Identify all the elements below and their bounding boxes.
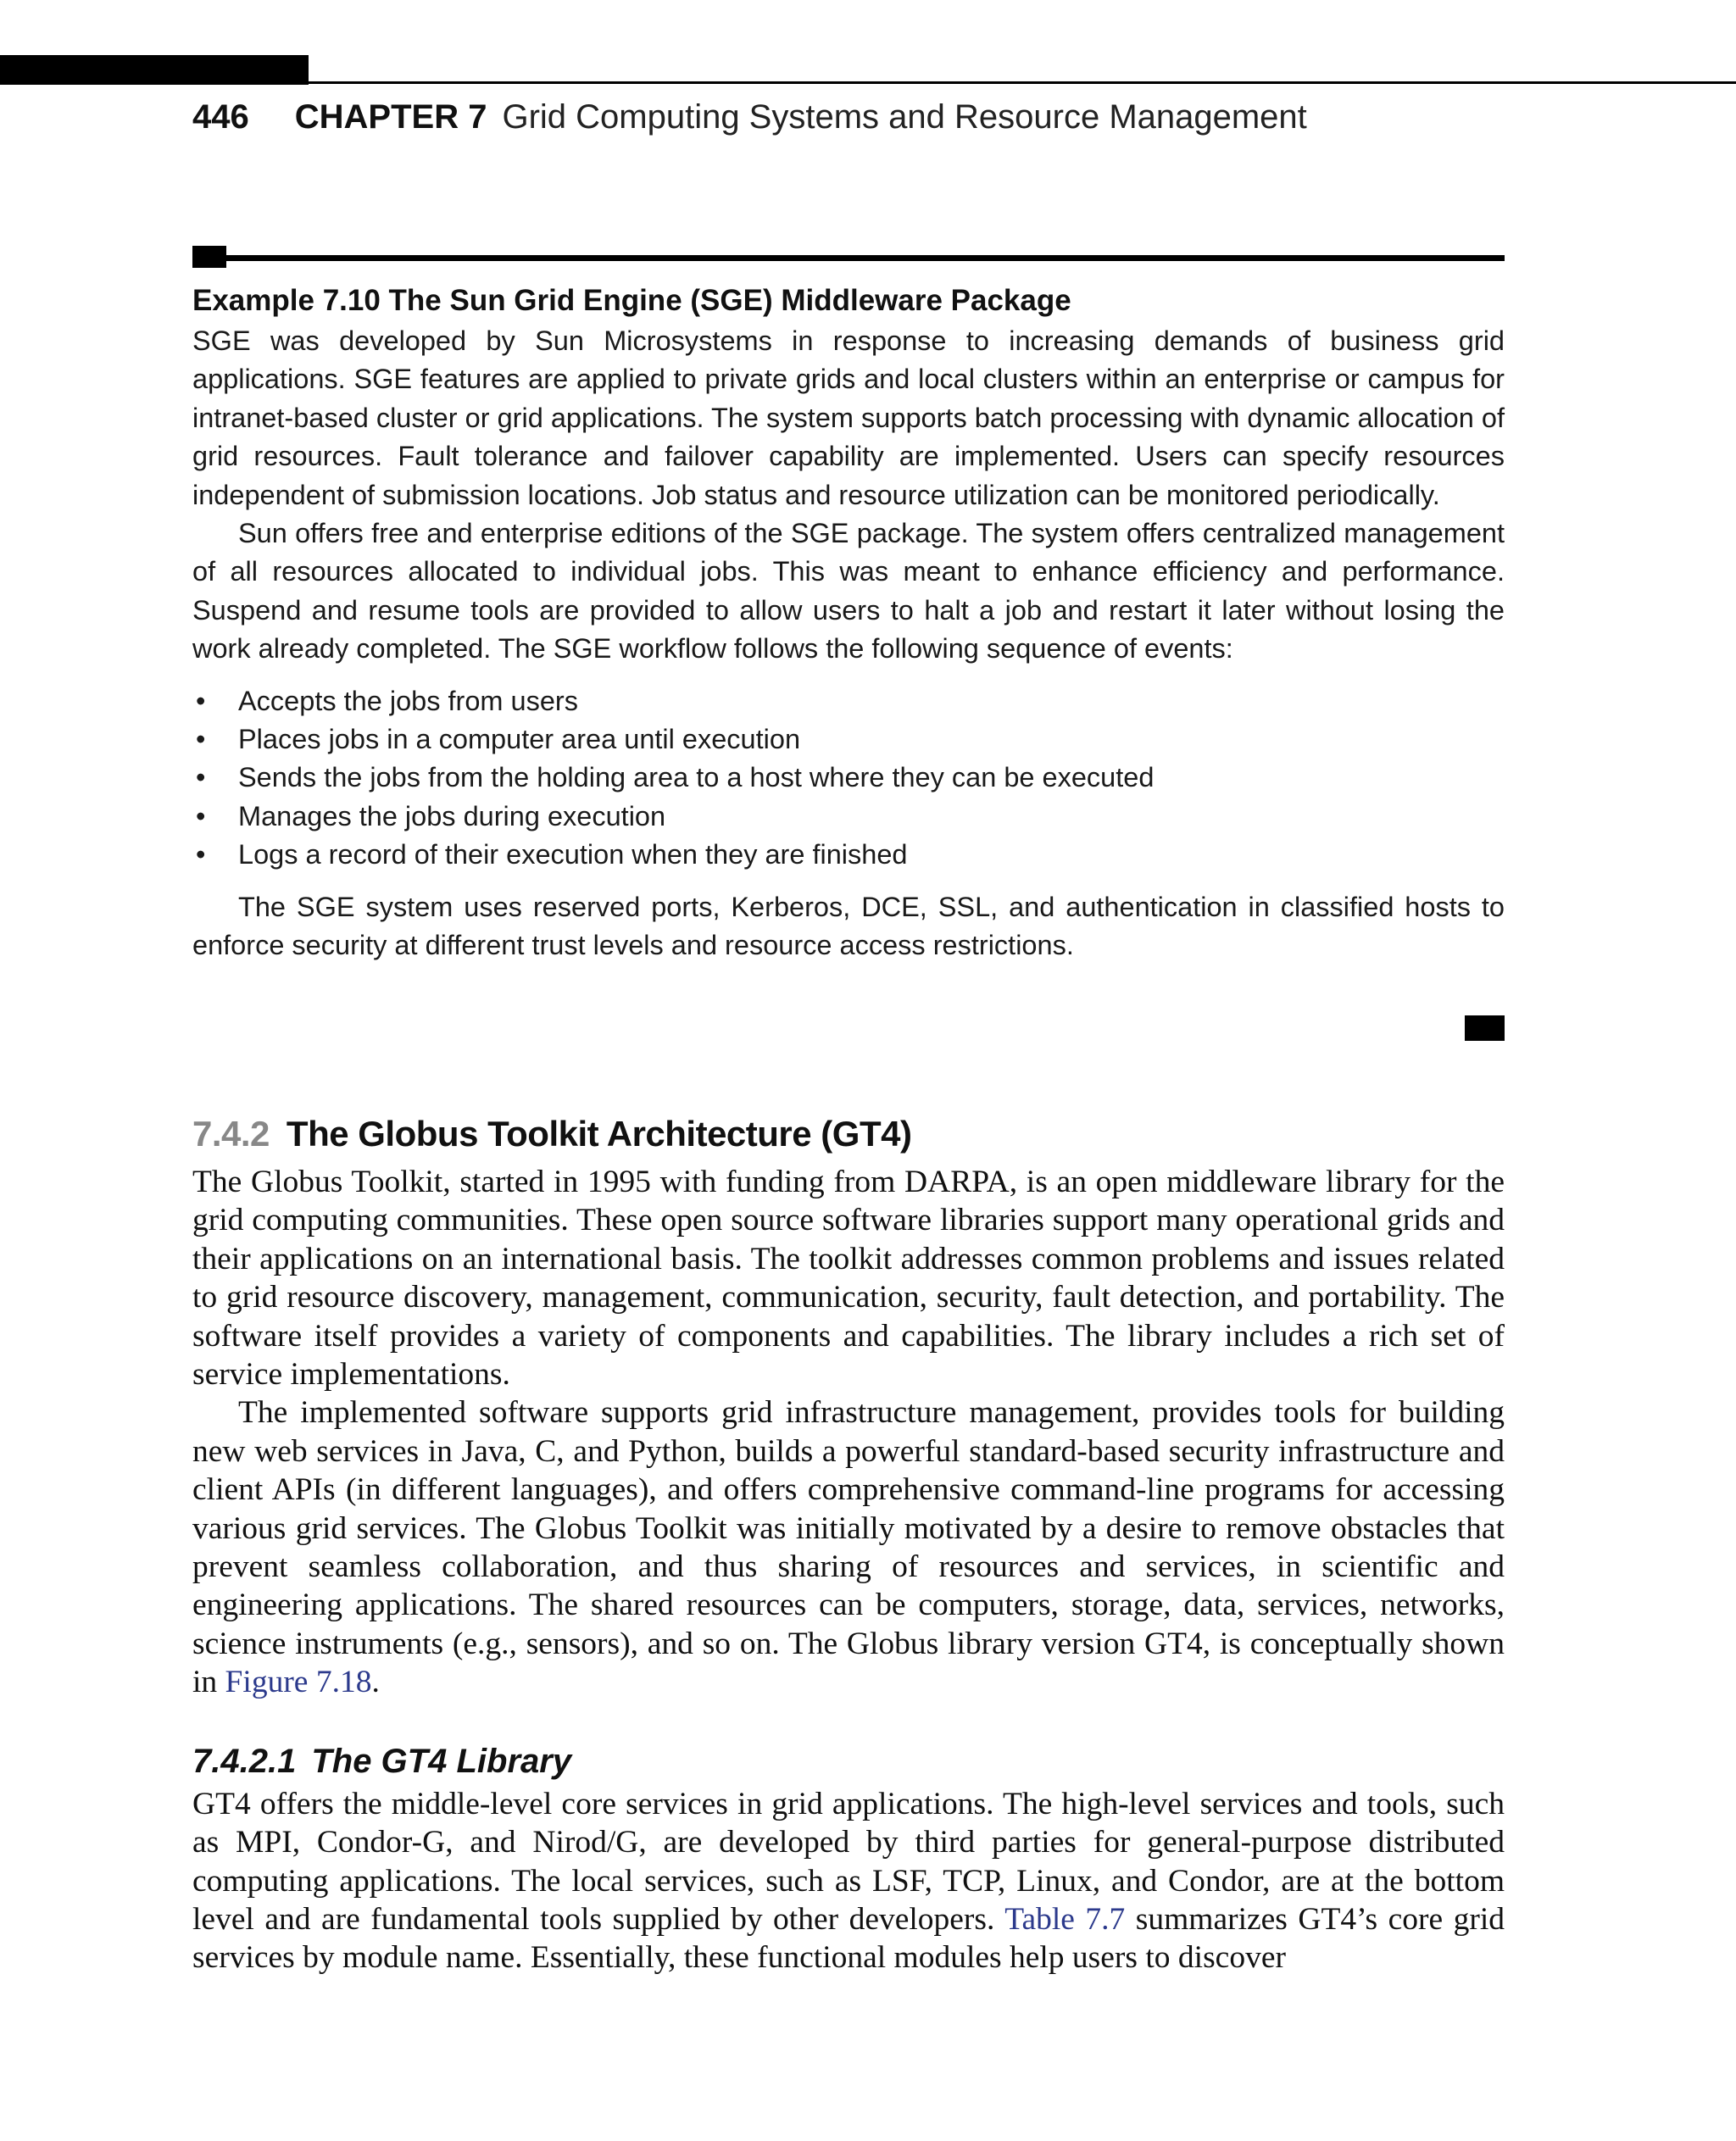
- example-paragraph: The SGE system uses reserved ports, Kerberos, DCE, SSL, and authentication in classified hosts to enforce security at different trust levels and resource access restrictions.: [192, 891, 1505, 961]
- example-start-marker: [192, 246, 226, 268]
- section-heading: [192, 1110, 1505, 1158]
- subsection-title: The GT4 Library: [311, 1742, 572, 1780]
- body-paragraph: [192, 1393, 1505, 1701]
- page-number: 446: [192, 98, 249, 136]
- section-number: 7.4.2: [192, 1114, 270, 1154]
- running-head: [192, 93, 1307, 141]
- paragraph-text-end: summarizes GT4’s core grid services by module name. Essentially, these functional modules help users to discover: [192, 1901, 1505, 1976]
- example-top-rule: [192, 255, 1505, 261]
- table-reference-link[interactable]: Table 7.7: [1004, 1901, 1126, 1937]
- bullet-icon: •: [196, 762, 206, 793]
- paragraph-text: GT4 offers the middle-level core services in grid applications. The high-level services and tools, such as MPI, Condor-G, and Nirod/G, are developed by third parties for general-purpose distributed computing applications. The local services, such as LSF, TCP, Linux, and Condor, are at the bottom level and are fundamental tools supplied by other developers.: [192, 1786, 1505, 1937]
- body-paragraph: [192, 1785, 1505, 1977]
- list-item: [192, 798, 1505, 836]
- paragraph-text-end: .: [371, 1665, 380, 1700]
- section-body: [192, 1163, 1505, 1702]
- bullet-icon: •: [196, 685, 206, 716]
- figure-reference-link[interactable]: Figure 7.18: [225, 1665, 372, 1700]
- workflow-list: [192, 682, 1505, 875]
- example-title: Example 7.10 The Sun Grid Engine (SGE) Middleware Package: [192, 284, 1071, 317]
- chapter-title: Grid Computing Systems and Resource Management: [502, 98, 1307, 136]
- list-item: [192, 759, 1505, 797]
- subsection-body: [192, 1785, 1505, 1977]
- list-item: [192, 836, 1505, 874]
- paragraph-text: The implemented software supports grid infrastructure management, provides tools for building new web services in Java, C, and Python, builds a powerful standard-based security infrastructure and client APIs (in different languages), and offers comprehensive command-line programs for accessing various grid services. The Globus Toolkit was initially motivated by a desire to remove obstacles that prevent seamless collaboration, and thus sharing of resources and services, in scientific and engineering applications. The shared resources can be computers, storage, data, services, networks, science instruments (e.g., sensors), and so on. The Globus library version GT4, is conceptually shown in: [192, 1395, 1505, 1700]
- list-item: [192, 720, 1505, 759]
- bullet-icon: •: [196, 839, 206, 870]
- bullet-icon: •: [196, 800, 206, 831]
- example-end-marker: [1465, 1015, 1505, 1041]
- body-paragraph: The Globus Toolkit, started in 1995 with funding from DARPA, is an open middleware library for the grid computing communities. These open source software libraries support many operational grids and their applications on an international basis. The toolkit addresses common problems and issues related to grid resource discovery, management, communication, security, fault detection, and portability. The software itself provides a variety of components and capabilities. The library includes a rich set of service implementations.: [192, 1165, 1505, 1393]
- list-item-text: Manages the jobs during execution: [238, 800, 666, 831]
- section-7-4-2: [192, 1110, 1505, 1977]
- list-item: [192, 682, 1505, 720]
- example-box: [192, 280, 1505, 965]
- subsection-number: 7.4.2.1: [192, 1742, 297, 1780]
- section-title: The Globus Toolkit Architecture (GT4): [286, 1114, 912, 1154]
- list-item-text: Accepts the jobs from users: [238, 685, 578, 716]
- list-item-text: Places jobs in a computer area until execution: [238, 724, 801, 755]
- example-paragraph: SGE was developed by Sun Microsystems in response to increasing demands of business grid applications. SGE features are applied to private grids and local clusters within an enterprise or campus for intranet-based cluster or grid applications. The system supports batch processing with dynamic allocation of grid resources. Fault tolerance and failover capability are implemented. Users can specify resources independent of submission locations. Job status and resource utilization can be monitored periodically.: [192, 325, 1505, 510]
- bullet-icon: •: [196, 724, 206, 755]
- subsection-heading: [192, 1739, 1505, 1783]
- list-item-text: Logs a record of their execution when they are finished: [238, 839, 908, 870]
- header-black-bar: [0, 55, 309, 85]
- example-paragraph: Sun offers free and enterprise editions of the SGE package. The system offers centralized management of all resources allocated to individual jobs. This was meant to enhance efficiency and performance. Suspend and resume tools are provided to allow users to halt a job and restart it later without losing the work already completed. The SGE workflow follows the following sequence of events:: [192, 518, 1505, 665]
- chapter-label: CHAPTER 7: [294, 98, 487, 136]
- header-rule: [309, 81, 1736, 84]
- list-item-text: Sends the jobs from the holding area to a host where they can be executed: [238, 762, 1155, 793]
